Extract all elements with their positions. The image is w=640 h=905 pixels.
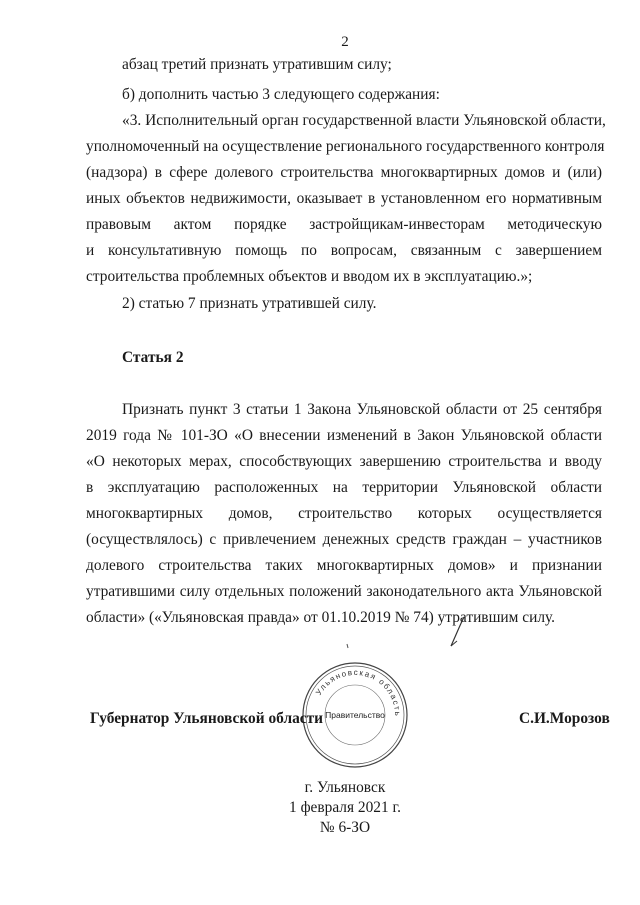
pen-mark-icon (448, 615, 468, 649)
article-line: (осуществлялось) с привлечением денежных средств граждан – участников (86, 531, 602, 548)
article-heading: Статья 2 (122, 349, 184, 366)
text-line: уполномоченный на осуществление регионального государственного контроля (86, 138, 605, 155)
law-number: № 6-ЗО (319, 819, 371, 836)
article-line: 2019 года № 101-ЗО «О внесении изменений в Закон Ульяновской области (86, 427, 602, 444)
seal-center-text: Правительство (325, 710, 385, 720)
text-line: и консультативную помощь по вопросам, связанным с завершением (86, 242, 602, 259)
signatory-name: С.И.Морозов (519, 710, 610, 727)
page-number: 2 (341, 34, 349, 50)
article-line: Признать пункт 3 статьи 1 Закона Ульяновской области от 25 сентября (122, 401, 602, 418)
text-line: абзац третий признать утратившим силу; (122, 56, 392, 73)
text-line: б) дополнить частью 3 следующего содержания: (122, 86, 440, 103)
article-line: многоквартирных домов, строительство которых осуществляется (86, 505, 602, 522)
text-line: строительства проблемных объектов и вводом их в эксплуатацию.»; (86, 268, 533, 285)
seal-ring-text: Ульяновская область (313, 667, 403, 718)
text-line: «3. Исполнительный орган государственной власти Ульяновской области, (122, 112, 606, 129)
place-date: 1 февраля 2021 г. (289, 799, 401, 816)
text-line: 2) статью 7 признать утратившей силу. (122, 295, 377, 312)
signatory-position: Губернатор Ульяновской области (90, 710, 324, 727)
article-line: области» («Ульяновская правда» от 01.10.2019 № 74) утратившим силу. (86, 609, 555, 626)
text-line: правовым актом порядке застройщикам-инвесторам методическую (86, 216, 602, 233)
article-line: «О некоторых мерах, способствующих завершению строительства и вводу (86, 453, 602, 470)
article-line: утратившими силу отдельных положений законодательного акта Ульяновской (86, 583, 602, 600)
pen-dot-icon (345, 643, 351, 649)
article-line: в эксплуатацию расположенных на территории Ульяновской области (86, 479, 602, 496)
text-line: иных объектов недвижимости, оказывает в установленном его нормативным (86, 190, 602, 207)
article-line: долевого строительства таких многоквартирных домов» и признании (86, 557, 602, 574)
place-city: г. Ульяновск (304, 779, 386, 796)
text-line: (надзора) в сфере долевого строительства многоквартирных домов и (или) (86, 164, 602, 181)
